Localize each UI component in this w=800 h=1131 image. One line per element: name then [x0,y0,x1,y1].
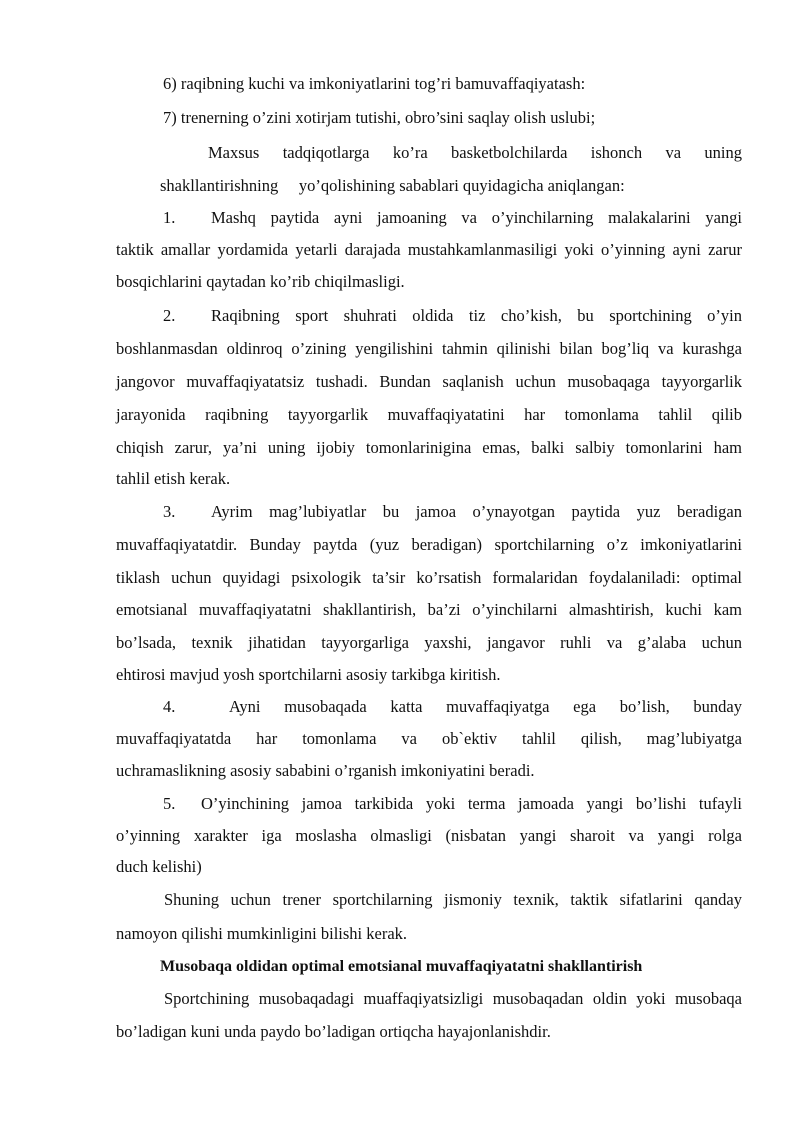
paragraph-2-line: chiqish zarur, ya’ni uning ijobiy tomonlarinigina emas, balki salbiy tomonlarini ham [116,438,742,457]
paragraph-4-line: uchramaslikning asosiy sababini o’rganish imkoniyatini beradi. [116,761,535,780]
paragraph-2-line: boshlanmasdan oldinroq o’zining yengilishini tahmin qilinishi bilan bog’liq va kurashga [116,339,742,358]
paragraph-4-line: muvaffaqiyatatda har tomonlama va ob`ektiv tahlil qilish, mag’lubiyatga [116,729,742,748]
summary-line: namoyon qilishi mumkinligini bilishi kerak. [116,924,408,943]
list-item-6: 6) raqibning kuchi va imkoniyatlarini tog’ri bamuvaffaqiyatash: [163,74,586,93]
intro-line-1: Maxsus tadqiqotlarga ko’ra basketbolchilarda ishonch va uning [208,143,742,162]
paragraph-1-line: taktik amallar yordamida yetarli darajada mustahkamlanmasiligi yoki o’yinning ayni zarur [116,240,742,259]
list-item-7: 7) trenerning o’zini xotirjam tutishi, obro’sini saqlay olish uslubi; [163,108,596,127]
paragraph-4-number: 4. [163,697,176,716]
paragraph-2-number: 2. [163,306,176,325]
paragraph-3-line: ehtirosi mavjud yosh sportchilarni asosiy tarkibga kiritish. [116,665,501,684]
paragraph-2-line: Raqibning sport shuhrati oldida tiz cho’kish, bu sportchining o’yin [211,306,742,325]
intro-line-2: shakllantirishning yo’qolishining sabablari quyidagicha aniqlangan: [160,176,625,195]
paragraph-4-line: Ayni musobaqada katta muvaffaqiyatga ega bo’lish, bunday [229,697,742,716]
paragraph-2-line: jarayonida raqibning tayyorgarlik muvaffaqiyatatini har tomonlama tahlil qilib [116,405,742,424]
paragraph-3-line: Ayrim mag’lubiyatlar bu jamoa o’ynayotgan paytida yuz beradigan [211,502,742,521]
paragraph-1-line: bosqichlarini qaytadan ko’rib chiqilmasligi. [116,272,405,291]
paragraph-1-number: 1. [163,208,176,227]
summary-line: Shuning uchun trener sportchilarning jismoniy texnik, taktik sifatlarini qanday [164,890,742,909]
paragraph-1-line: Mashq paytida ayni jamoaning va o’yinchilarning malakalarini yangi [211,208,742,227]
paragraph-3-line: tiklash uchun quyidagi psixologik ta’sir ko’rsatish formalaridan foydalaniladi: optimal [116,568,742,587]
paragraph-2-line: tahlil etish kerak. [116,469,231,488]
closing-line: Sportchining musobaqadagi muaffaqiyatsizligi musobaqadan oldin yoki musobaqa [164,989,742,1008]
paragraph-3-number: 3. [163,502,176,521]
paragraph-3-line: bo’lsada, texnik jihatidan tayyorgarliga yaxshi, jangavor ruhli va g’alaba uchun [116,633,742,652]
paragraph-3-line: emotsianal muvaffaqiyatatni shakllantirish, ba’zi o’yinchilarni almashtirish, kuchi kam [116,600,742,619]
paragraph-5-line: o’yinning xarakter iga moslasha olmasligi (nisbatan yangi sharoit va yangi rolga [116,826,742,845]
paragraph-2-line: jangovor muvaffaqiyatatsiz tushadi. Bundan saqlanish uchun musobaqaga tayyorgarlik [116,372,742,391]
closing-line: bo’ladigan kuni unda paydo bo’ladigan ortiqcha hayajonlanishdir. [116,1022,551,1041]
paragraph-5-line: duch kelishi) [116,857,202,876]
paragraph-5-line: O’yinchining jamoa tarkibida yoki terma jamoada yangi bo’lishi tufayli [201,794,742,813]
paragraph-3-line: muvaffaqiyatatdir. Bunday paytda (yuz beradigan) sportchilarning o’z imkoniyatlarini [116,535,742,554]
section-heading: Musobaqa oldidan optimal emotsianal muvaffaqiyatatni shakllantirish [160,958,643,975]
paragraph-5-number: 5. [163,794,176,813]
